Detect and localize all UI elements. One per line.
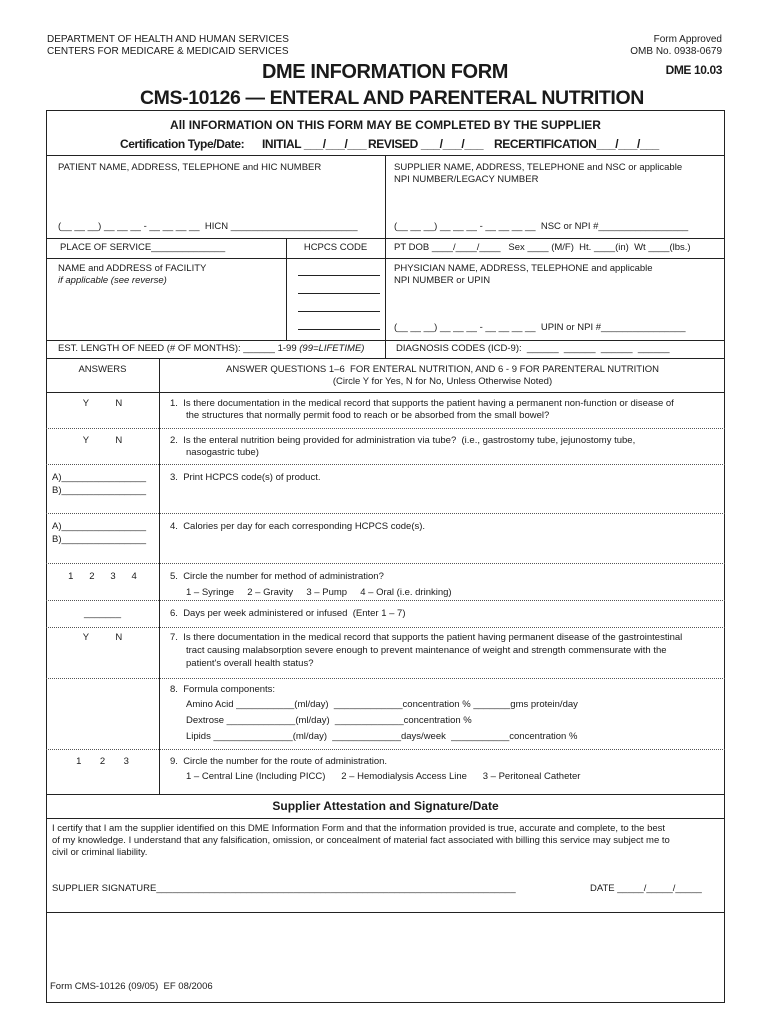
department-line-2: CENTERS FOR MEDICARE & MEDICAID SERVICES — [47, 46, 289, 57]
q8-text: 8. Formula components: — [170, 684, 276, 695]
q7-text-2: tract causing malabsorption severe enough to prevent maintenance of weight and strength commensurate with the — [186, 645, 667, 656]
q2-answer[interactable]: Y N — [82, 435, 123, 446]
length-of-need-note: (99=LIFETIME) — [299, 343, 365, 354]
q6-answer[interactable]: _______ — [84, 608, 121, 619]
facility-label: NAME and ADDRESS of FACILITY — [58, 263, 207, 274]
supplier-banner: All INFORMATION ON THIS FORM MAY BE COMPLETED BY THE SUPPLIER — [170, 118, 601, 132]
dme-code: DME 10.03 — [665, 63, 722, 77]
attestation-line-2: of my knowledge. I understand that any falsification, omission, or concealment of material fact associated with billing this service may subject me to — [52, 835, 670, 846]
length-of-need[interactable] — [58, 343, 364, 355]
q4-answer-b[interactable]: B)________________ — [52, 534, 147, 545]
q8-dextrose[interactable]: Dextrose _____________(ml/day) _____________concentration % — [186, 715, 472, 726]
attestation-line-1: I certify that I am the supplier identified on this DME Information Form and that the information provided is true, accurate and complete, to the best — [52, 823, 666, 834]
q1-answer[interactable]: Y N — [82, 398, 123, 409]
q4-answer-a[interactable]: A)________________ — [52, 521, 147, 532]
q1-text-2: the structures that normally permit food to reach or be absorbed from the small bowel? — [186, 410, 550, 421]
q5-text-2: 1 – Syringe 2 – Gravity 3 – Pump 4 – Oral (i.e. drinking) — [186, 587, 452, 598]
omb-number: OMB No. 0938-0679 — [630, 46, 722, 57]
form-subtitle: CMS-10126 — ENTERAL AND PARENTERAL NUTRITION — [140, 87, 644, 109]
q2-text-1: 2. Is the enteral nutrition being provided for administration via tube? (i.e., gastrostomy tube, jejunostomy tube, — [170, 435, 636, 446]
supplier-signature[interactable]: SUPPLIER SIGNATURE____________________________________________________________________ — [52, 883, 516, 894]
attestation-line-3: civil or criminal liability. — [52, 847, 148, 858]
patient-dob-sex-ht-wt[interactable]: PT DOB ____/____/____ Sex ____ (M/F) Ht. ____(in) Wt ____(lbs.) — [394, 242, 691, 253]
patient-label: PATIENT NAME, ADDRESS, TELEPHONE and HIC NUMBER — [58, 162, 322, 173]
q7-answer[interactable]: Y N — [82, 632, 123, 643]
q3-answer-a[interactable]: A)________________ — [52, 472, 147, 483]
physician-label-2: NPI NUMBER or UPIN — [394, 275, 491, 286]
form-title: DME INFORMATION FORM — [261, 61, 509, 83]
facility-note: if applicable (see reverse) — [58, 275, 167, 286]
answers-header: ANSWERS — [78, 364, 127, 375]
q8-lipids[interactable]: Lipids _______________(ml/day) _____________days/week ___________concentration % — [186, 731, 578, 742]
certification-recert[interactable]: RECERTIFICATION___/___/___ — [494, 137, 659, 151]
department-line-1: DEPARTMENT OF HEALTH AND HUMAN SERVICES — [47, 34, 289, 45]
patient-phone-hicn[interactable]: (__ __ __) __ __ __ - __ __ __ __ HICN ________________________ — [58, 221, 358, 232]
length-of-need-label: EST. LENGTH OF NEED (# OF MONTHS): ______ 1-99 — [58, 343, 297, 354]
physician-phone-upin[interactable]: (__ __ __) __ __ __ - __ __ __ __ UPIN or NPI #________________ — [394, 322, 686, 333]
supplier-label-2: NPI NUMBER/LEGACY NUMBER — [394, 174, 539, 185]
hcpcs-code-header: HCPCS CODE — [303, 242, 368, 253]
physician-label-1: PHYSICIAN NAME, ADDRESS, TELEPHONE and applicable — [394, 263, 653, 274]
q9-answer[interactable]: 1 2 3 — [76, 756, 129, 767]
certification-revised[interactable]: REVISED ___/___/___ — [368, 137, 484, 151]
attestation-title: Supplier Attestation and Signature/Date — [272, 799, 499, 813]
q3-answer-b[interactable]: B)________________ — [52, 485, 147, 496]
instructions-line-2: (Circle Y for Yes, N for No, Unless Otherwise Noted) — [332, 376, 553, 387]
supplier-label-1: SUPPLIER NAME, ADDRESS, TELEPHONE and NSC or applicable — [394, 162, 683, 173]
signature-date[interactable]: DATE _____/_____/_____ — [590, 883, 702, 894]
certification-initial[interactable]: INITIAL ___/___/___ — [262, 137, 367, 151]
q5-answer[interactable]: 1 2 3 4 — [68, 571, 137, 582]
q9-text-2: 1 – Central Line (Including PICC) 2 – Hemodialysis Access Line 3 – Peritoneal Catheter — [186, 771, 581, 782]
place-of-service[interactable]: PLACE OF SERVICE______________ — [60, 242, 226, 253]
q6-text: 6. Days per week administered or infused (Enter 1 – 7) — [170, 608, 406, 619]
q5-text-1: 5. Circle the number for method of administration? — [170, 571, 384, 582]
instructions-line-1: ANSWER QUESTIONS 1–6 FOR ENTERAL NUTRITION, AND 6 - 9 FOR PARENTERAL NUTRITION — [225, 364, 659, 375]
q7-text-1: 7. Is there documentation in the medical record that supports the patient having permanent disease of the gastrointestinal — [170, 632, 683, 643]
diagnosis-codes[interactable]: DIAGNOSIS CODES (ICD-9): ______ ______ ______ ______ — [396, 343, 670, 354]
form-approved: Form Approved — [653, 34, 722, 45]
q8-amino-acid[interactable]: Amino Acid ___________(ml/day) _____________concentration % _______gms protein/day — [186, 699, 578, 710]
q2-text-2: nasogastric tube) — [186, 447, 259, 458]
q7-text-3: patient's overall health status? — [186, 658, 314, 669]
q4-text: 4. Calories per day for each corresponding HCPCS code(s). — [170, 521, 426, 532]
supplier-phone-nsc[interactable]: (__ __ __) __ __ __ - __ __ __ __ NSC or NPI #_________________ — [394, 221, 689, 232]
q1-text-1: 1. Is there documentation in the medical record that supports the patient having a permanent non-function or disease of — [170, 398, 674, 409]
certification-label: Certification Type/Date: — [120, 137, 245, 151]
form-footer: Form CMS-10126 (09/05) EF 08/2006 — [50, 981, 213, 992]
q9-text-1: 9. Circle the number for the route of administration. — [170, 756, 388, 767]
q3-text: 3. Print HCPCS code(s) of product. — [170, 472, 321, 483]
